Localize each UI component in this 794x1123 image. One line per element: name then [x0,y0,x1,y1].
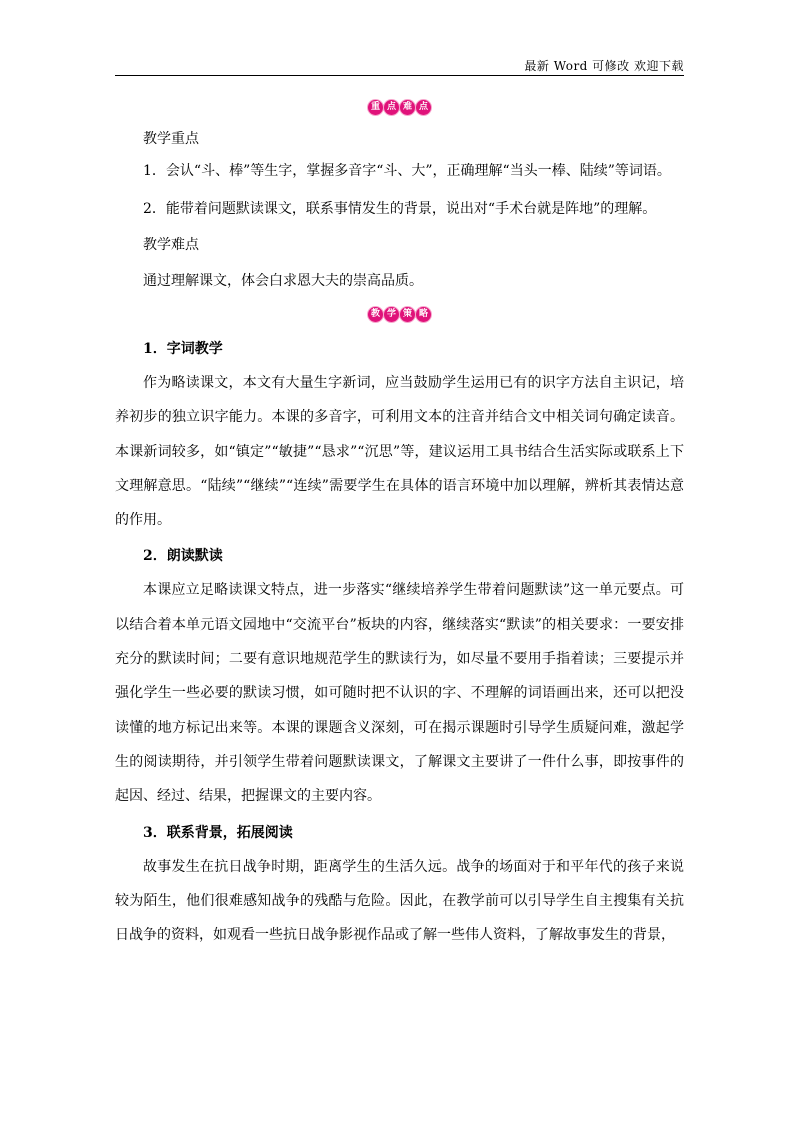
section-badge-key-difficult [115,95,684,119]
badge-strategy [368,307,431,322]
strategy-2-text: 本课应立足略读课文特点，进一步落实“继续培养学生带着问题默读”这一单元要点。可以结合着本单元语文园地中“交流平台”板块的内容，继续落实“默读”的相关要求：一要安排充分的默读时间；二要有意识地规范学生的默读行为，如尽量不要用手指着读；三要提示并强化学生一些必要的默读习惯，如可随时把不认识的字、不理解的词语画出来，还可以把没读懂的地方标记出来等。本课的课题含义深刻，可在揭示课题时引导学生质疑问难，激起学生的阅读期待，并引领学生带着问题默读课文，了解课文主要讲了一件什么事，即按事件的起因、经过、结果，把握课文的主要内容。 [115,582,684,805]
section-badge-strategy [115,302,684,326]
difficulty-title: 教学难点 [143,237,199,253]
badge-char: 点 [384,100,399,115]
strategy-1-title: 1．字词教学 [143,341,223,357]
page-header: 最新 Word 可修改 欢迎下载 [524,59,684,73]
strategy-3-title: 3．联系背景，拓展阅读 [143,824,293,841]
strategy-3-text: 故事发生在抗日战争时期，距离学生的生活久远。战争的场面对于和平年代的孩子来说较为陌生，他们很难感知战争的残酷与危险。因此，在教学前可以引导学生自主搜集有关抗日战争的资料，如观看一些抗日战争影视作品或了解一些伟人资料，了解故事发生的背景， [115,858,684,944]
badge-key-difficult [368,100,431,115]
badge-char: 教 [368,307,383,322]
badge-char: 难 [400,100,415,115]
header-rule [115,75,684,76]
badge-char: 略 [416,307,431,322]
badge-char: 重 [368,100,383,115]
document-body [115,95,684,952]
key-point-item-2: 2．能带着问题默读课文，联系事情发生的背景，说出对“手术台就是阵地”的理解。 [143,201,657,217]
strategy-1-text: 作为略读课文，本文有大量生字新词，应当鼓励学生运用已有的识字方法自主识记，培养初步的独立识字能力。本课的多音字，可利用文本的注音并结合文中相关词句确定读音。本课新词较多，如“镇定”“敏捷”“恳求”“沉思”等，建议运用工具书结合生活实际或联系上下文理解意思。“陆续”“继续”“连续”需要学生在具体的语言环境中加以理解，辨析其表情达意的作用。 [115,375,684,529]
strategy-2-title: 2．朗读默读 [143,548,223,565]
badge-char: 点 [416,100,431,115]
key-points-title: 教学重点 [143,131,199,147]
key-point-item-1: 1．会认“斗、棒”等生字，掌握多音字“斗、大”，正确理解“当头一棒、陆续”等词语。 [143,163,671,179]
badge-char: 策 [400,307,415,322]
badge-char: 学 [384,307,399,322]
difficulty-text: 通过理解课文，体会白求恩大夫的崇高品质。 [143,273,423,289]
